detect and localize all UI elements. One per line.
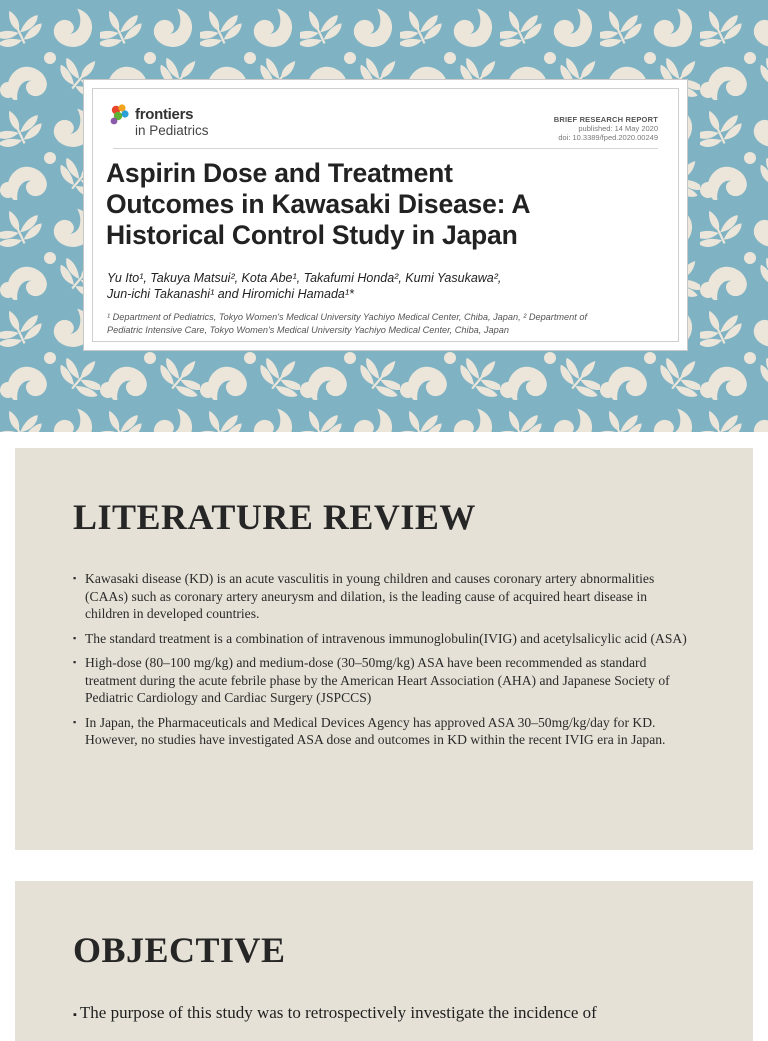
bullet-text: The standard treatment is a combination of intravenous immunoglobulin(IVIG) and acetylsalicylic acid (ASA) (85, 630, 687, 646)
doi: doi: 10.3389/fped.2020.00249 (558, 133, 658, 142)
paper-preview (84, 80, 687, 350)
section-title: LITERATURE REVIEW (73, 497, 476, 537)
paper-title-line: Historical Control Study in Japan (106, 220, 518, 250)
affiliation-line: Pediatric Intensive Care, Tokyo Women's Medical University Yachiyo Medical Center, Chiba, Japan (107, 325, 509, 335)
bullet-text: The purpose of this study was to retrospectively investigate the incidence of (79, 1003, 597, 1022)
published-date: published: 14 May 2020 (578, 124, 658, 133)
section-title: OBJECTIVE (73, 930, 286, 970)
objective-slide (15, 881, 753, 1041)
paper-frame (92, 88, 679, 342)
list-item (73, 654, 693, 707)
article-meta (554, 115, 658, 142)
bullet-text: High-dose (80–100 mg/kg) and medium-dose (30–50mg/kg) ASA have been recommended as standard treatment during the acute febrile phase by the American Heart Association (AHA) and Japanese Society of Pediatric Cardiology and Cardiac Surgery (JSPCCS) (85, 655, 670, 705)
paper-title-line: Aspirin Dose and Treatment (106, 158, 453, 188)
list-item (73, 570, 693, 623)
paper-title (106, 158, 676, 251)
affiliation-line: ¹ Department of Pediatrics, Tokyo Women's Medical University Yachiyo Medical Center, Chiba, Japan, ² Department of (107, 312, 588, 322)
literature-review-slide (15, 448, 753, 850)
frontiers-flower-logo-icon (109, 103, 131, 129)
bullet-icon: ▪ (73, 1009, 77, 1021)
affiliations (107, 311, 682, 337)
list-item (73, 714, 693, 749)
bullet-list (73, 570, 693, 756)
bullet-text: In Japan, the Pharmaceuticals and Medical Devices Agency has approved ASA 30–50mg/kg/day for KD. However, no studies have investigated ASA dose and outcomes in KD within the recent IVIG era in Japan. (85, 714, 666, 747)
author-list (107, 270, 667, 302)
list-item (73, 1003, 733, 1025)
header-banner (0, 0, 768, 432)
list-item (73, 630, 693, 648)
paper-title-line: Outcomes in Kawasaki Disease: A (106, 189, 531, 219)
header-rule (113, 148, 658, 149)
bullet-icon: ▪ (73, 632, 77, 643)
journal-name: in Pediatrics (135, 123, 209, 138)
author-line: Yu Ito¹, Takuya Matsui², Kota Abe¹, Takafumi Honda², Kumi Yasukawa², (107, 271, 502, 285)
bullet-icon: ▪ (73, 657, 77, 667)
bullet-icon: ▪ (73, 716, 77, 727)
bullet-icon: ▪ (73, 573, 77, 583)
author-line: Jun-ichi Takanashi¹ and Hiromichi Hamada¹* (107, 287, 354, 301)
bullet-text: Kawasaki disease (KD) is an acute vasculitis in young children and causes coronary artery abnormalities (CAAs) such as coronary artery aneurysm and dilation, is the leading cause of acquired heart disease in children in developed countries. (85, 571, 655, 621)
journal-brand: frontiers (135, 106, 194, 123)
article-type: BRIEF RESEARCH REPORT (553, 115, 658, 124)
